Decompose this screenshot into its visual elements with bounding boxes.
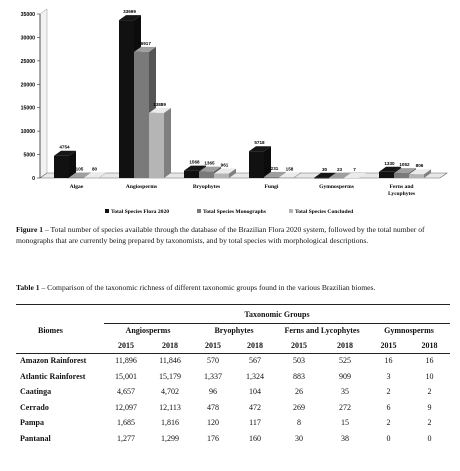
data-label: 7 [353,166,356,172]
legend-label: Total Species Concluded [295,209,354,215]
table-cell: 883 [293,371,305,381]
table-cell: 567 [249,356,261,366]
y-tick-label: 10000 [20,129,35,136]
table-cell: 9 [427,402,432,412]
table-cell: 15,001 [115,371,137,381]
table-cell: 11,896 [115,356,137,366]
year-header: 2015 [380,341,397,350]
data-label: 158 [285,166,294,172]
table-cell: 104 [249,387,261,397]
table-cell: 2 [386,387,391,397]
table-cell: 503 [293,356,305,366]
year-header: 2015 [205,341,221,350]
year-header: 2018 [421,341,438,350]
table-cell: 35 [341,387,349,397]
table-cell: 525 [339,356,351,366]
table-cell: 11,846 [159,356,181,366]
bar [69,178,84,179]
biome-richness-table [16,307,450,446]
table-row [16,431,450,447]
legend-swatch [197,209,201,213]
table-cell: 15 [341,418,349,428]
table-cell: 30 [295,433,303,443]
bar-side [164,108,171,178]
table-header [16,307,450,353]
category-label: Algae [69,184,84,190]
table-cell: 15,179 [159,371,181,381]
data-label: 30 [321,166,328,172]
y-tick-label: 0 [32,176,35,182]
table-rule [16,353,450,354]
data-label: 1365 [204,160,215,166]
group-header-gymnosperms: Gymnosperms [384,325,434,335]
bar [279,177,294,178]
data-label: 23 [336,166,343,172]
data-label: 1568 [189,159,200,165]
table-caption-label: Table 1 [16,283,40,292]
table-cell: 3 [386,371,391,381]
table-row [16,369,450,385]
figure-caption-label: Figure 1 [16,225,44,234]
table-caption [16,282,448,293]
table-cell: 16 [384,356,393,366]
table-cell: 10 [425,371,434,381]
category-label: Fungi [264,184,279,190]
bar [314,178,329,179]
data-label: 961 [220,162,229,168]
year-header: 2018 [162,341,178,350]
biome-name: Pantanal [20,433,51,443]
table-cell: 0 [386,433,391,443]
bar [184,171,199,178]
data-label: 26917 [138,40,151,46]
table-cell: 176 [207,433,219,443]
legend-swatch [105,209,109,213]
table-cell: 38 [341,433,349,443]
table-cell: 16 [425,356,434,366]
table-cell: 269 [293,402,305,412]
figure-caption [16,224,448,246]
bar [199,172,214,178]
table-cell: 160 [249,433,261,443]
table-cell: 1,277 [117,433,135,443]
table-cell: 272 [339,402,351,412]
y-tick-label: 5000 [23,152,35,159]
category-label: Angiosperms [125,184,158,190]
table-cell: 1,685 [117,418,135,428]
year-header: 2018 [247,341,263,350]
bar [394,173,409,178]
table-cell: 26 [295,387,303,397]
table-cell: 2 [427,387,432,397]
y-tick-label: 25000 [20,58,35,65]
biome-name: Cerrado [20,402,49,412]
category-label: Gymnosperms [319,184,354,190]
chart-side-wall [40,9,47,178]
table-cell: 1,324 [246,371,264,381]
table-cell: 12,097 [115,402,137,412]
data-label: 4754 [59,144,70,150]
bar [119,20,134,178]
legend-swatch [289,209,293,213]
bar [84,178,99,179]
year-header: 2015 [291,341,307,350]
group-header-angiosperms: Angiosperms [125,325,171,335]
group-header-ferns: Ferns and Lycophytes [284,325,360,335]
legend-label: Total Species Monographs [203,209,266,215]
table-cell: 2 [386,418,391,428]
bar [264,177,279,178]
table-row [16,384,450,400]
bar [214,173,229,178]
table-cell: 6 [386,402,391,412]
table-cell: 8 [297,418,301,428]
table-cell: 4,702 [161,387,179,397]
table-cell: 1,816 [161,418,179,428]
table-cell: 1,299 [161,433,179,443]
biomes-header: Biomes [38,325,63,335]
data-label: 1052 [399,162,410,168]
year-header: 2015 [118,341,134,350]
table-cell: 0 [427,433,432,443]
data-label: 13889 [153,101,166,107]
category-label: Ferns and [389,184,414,190]
table-cell: 117 [249,418,261,428]
biome-name: Caatinga [20,387,52,397]
y-tick-label: 35000 [20,12,35,18]
table-caption-text: – Comparison of the taxonomic richness of different taxonomic groups found in the various Brazilian biomes. [39,283,376,292]
data-label: 105 [75,166,84,172]
biome-name: Pampa [20,418,44,428]
year-header: 2018 [337,341,353,350]
table-row [16,400,450,416]
bar [54,156,69,178]
category-label: Lycophytes [387,191,416,197]
data-label: 80 [91,166,98,172]
data-label: 806 [415,163,424,169]
table-row [16,415,450,431]
table-cell: 472 [249,402,261,412]
data-label: 1330 [384,160,395,166]
y-tick-label: 20000 [20,82,35,89]
table-cell: 12,113 [159,402,181,412]
species-bar-chart [0,0,460,222]
bar [344,178,359,179]
bar [149,113,164,178]
bar [249,151,264,178]
table-rule [104,323,450,324]
biome-name: Amazon Rainforest [20,356,87,366]
bar [134,52,149,178]
table-cell: 909 [339,371,351,381]
bar [329,178,344,179]
year-header-row [16,338,450,353]
table-cell: 2 [427,418,432,428]
group-header: Taxonomic Groups [244,310,310,320]
y-tick-label: 15000 [20,105,35,112]
table-cell: 96 [209,387,217,397]
table-cell: 4,657 [117,387,135,397]
legend-label: Total Species Flora 2020 [111,209,170,215]
bar [409,174,424,178]
figure-caption-text: – Total number of species available through the database of the Brazilian Flora 2020 system, followed by the total number of monographs that are currently being prepared by taxonomists, and by total species with morphological descriptions. [16,225,425,245]
category-label: Bryophytes [192,184,221,190]
table-body [16,353,450,446]
table-cell: 1,337 [204,371,222,381]
table-cell: 570 [207,356,219,366]
table-top-rule [16,304,450,305]
data-label: 231 [270,165,279,171]
table-row [16,353,450,369]
biome-name: Atlantic Rainforest [20,371,86,381]
group-header-bryophytes: Bryophytes [214,325,254,335]
y-tick-label: 30000 [20,35,35,42]
data-label: 5718 [254,140,265,146]
data-label: 33699 [123,9,136,15]
table-cell: 478 [207,402,219,412]
table-cell: 120 [207,418,219,428]
bar [379,172,394,178]
